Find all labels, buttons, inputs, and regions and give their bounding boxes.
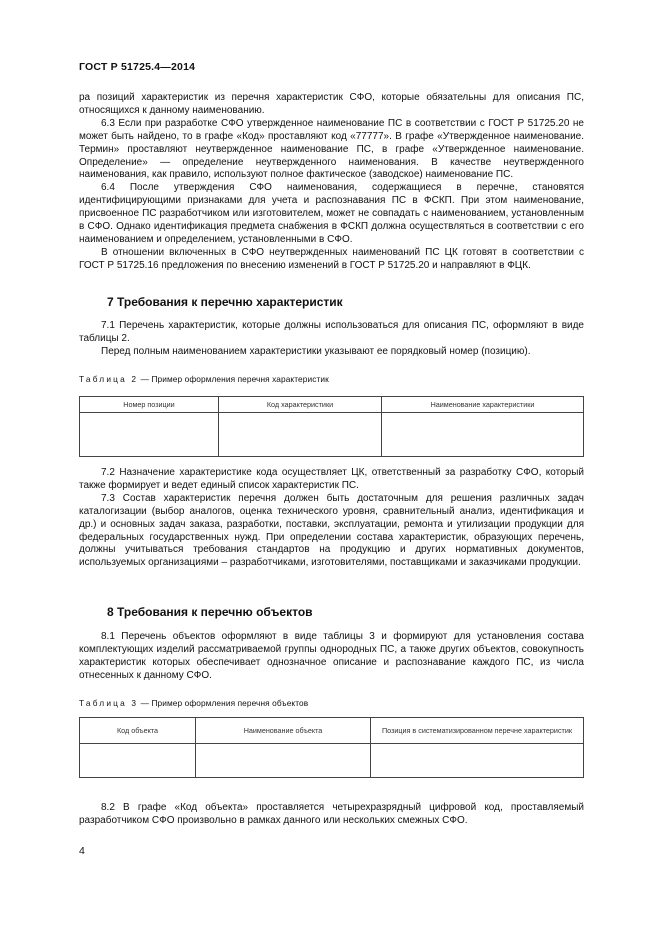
intro-block <box>79 92 584 273</box>
section-8-title: 8 Требования к перечню объектов <box>107 605 313 619</box>
paragraph: 6.3 Если при разработке СФО утвержденное наименование ПС в соответствии с ГОСТ Р 51725.20 не может быть найдено, то в графе «Код» проставляют код «77777». В графе «Утвержденное наименование. Термин» проставляют неутвержденное наименование ПС, в графе «Утвержденное наименование. Определение» — определение неутвержденного наименования. В качестве неутвержденного наименования, как правило, используют полное фактическое (заводское) наименование ПС. <box>79 117 584 181</box>
table-cell <box>371 744 584 778</box>
table-row <box>80 413 584 457</box>
table-caption-text: — Пример оформления перечня объектов <box>138 698 309 708</box>
table-2-caption <box>79 374 329 384</box>
table-cell <box>80 744 196 778</box>
paragraph: В отношении включенных в СФО неутвержденных наименований ПС ЦК готовят в соответствии с ГОСТ Р 51725.16 предложения по внесению изменений в ГОСТ Р 51725.20 и направляют в ФЦК. <box>79 246 584 271</box>
section-8-body <box>79 802 584 828</box>
table-cell <box>219 413 382 457</box>
table-header-cell: Наименование характеристики <box>382 397 584 413</box>
paragraph: 7.2 Назначение характеристике кода осуществляет ЦК, ответственный за разработку СФО, который также формирует и ведет единый список характеристик ПС. <box>79 467 584 491</box>
table-cell <box>196 744 371 778</box>
section-8-intro <box>79 631 584 683</box>
paragraph: Перед полным наименованием характеристики указывают ее порядковый номер (позицию). <box>101 345 531 357</box>
table-cell <box>382 413 584 457</box>
page-number: 4 <box>79 845 85 857</box>
table-cell <box>80 413 219 457</box>
table-row <box>80 744 584 778</box>
table-caption-text: — Пример оформления перечня характеристик <box>138 374 329 384</box>
document-header: ГОСТ Р 51725.4—2014 <box>79 61 196 73</box>
paragraph: 8.1 Перечень объектов оформляют в виде таблицы 3 и формируют для установления состава комплектующих изделий рассматриваемой группы однородных ПС, а также других объектов, совокупность характеристик которых обеспечивает однозначное описание и распознавание каждого ПС, из числа отнесенных к данному СФО. <box>79 631 584 681</box>
table-caption-label: Таблица 2 <box>79 374 139 384</box>
paragraph: ра позиций характеристик из перечня характеристик СФО, которые обязательны для описания ПС, относящихся к данному наименованию. <box>79 92 584 116</box>
paragraph: 8.2 В графе «Код объекта» проставляется четырехразрядный цифровой код, проставляемый разработчиком СФО произвольно в рамках данного или нескольких смежных СФО. <box>79 802 584 826</box>
paragraph: 7.3 Состав характеристик перечня должен быть достаточным для решения различных задач каталогизации (выбор аналогов, оценка технического уровня, сравнительный анализ, идентификация и др.) и основных задач заказа, разработки, поставки, эксплуатации, ремонта и утилизации продукции для федеральных государственных нужд. При определении состава характеристик, образующих перечень, должны учитываться требования стандартов на продукцию и других нормативных документов, используемых организациями – разработчиками, изготовителями, поставщиками и заказчиками продукции. <box>79 492 584 569</box>
table-3 <box>79 717 584 778</box>
paragraph: 6.4 После утверждения СФО наименования, содержащиеся в перечне, становятся идентифицирующими признаками для учета и распознавания ПС в ФСКП. При этом наименование, присвоенное ПС разработчиком или изготовителем, может не совпадать с наименованием, установленным в СФО. Однако идентификация предмета снабжения в ФСКП должна осуществляться в соответствии с его наименованием и определением, установленными в СФО. <box>79 182 584 245</box>
section-7-body <box>79 467 584 570</box>
table-header-cell: Наименование объекта <box>196 718 371 744</box>
table-header-cell: Код объекта <box>80 718 196 744</box>
table-header-cell: Позиция в систематизированном перечне характеристик <box>371 718 584 744</box>
table-header-cell: Номер позиции <box>80 397 219 413</box>
section-7-intro <box>79 320 584 359</box>
table-3-caption <box>79 698 308 708</box>
paragraph: 7.1 Перечень характеристик, которые должны использоваться для описания ПС, оформляют в виде таблицы 2. <box>79 320 584 344</box>
table-2 <box>79 396 584 457</box>
section-7-title: 7 Требования к перечню характеристик <box>107 295 343 309</box>
table-caption-label: Таблица 3 <box>79 698 139 708</box>
table-header-cell: Код характеристики <box>219 397 382 413</box>
